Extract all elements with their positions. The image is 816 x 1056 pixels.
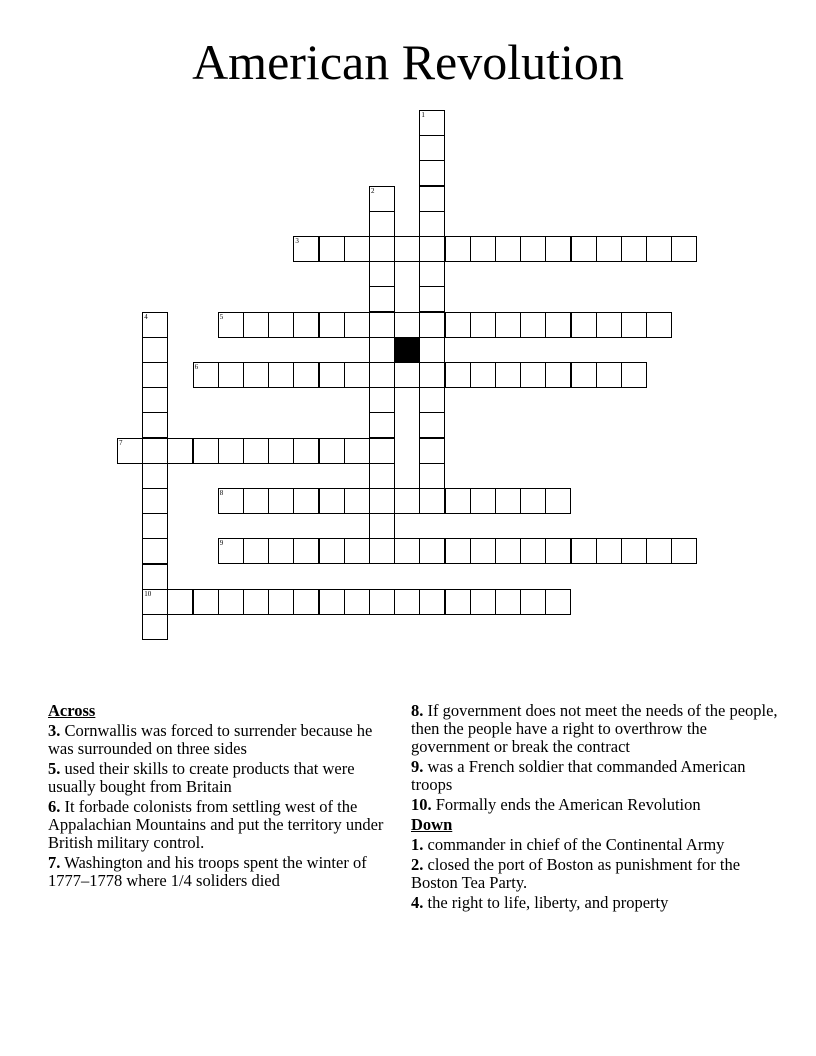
clue-text: Cornwallis was forced to surrender because he was surrounded on three sides (48, 721, 373, 758)
crossword-cell[interactable] (394, 362, 420, 388)
clue-text: was a French soldier that commanded American troops (411, 757, 746, 794)
crossword-cell[interactable] (268, 438, 294, 464)
crossword-cell[interactable] (419, 186, 445, 212)
crossword-cell[interactable] (369, 463, 395, 489)
crossword-cell[interactable] (419, 538, 445, 564)
clue-text: commander in chief of the Continental Army (427, 835, 725, 854)
clue-number-label: 7 (119, 438, 123, 447)
crossword-cell[interactable] (268, 589, 294, 615)
crossword-cell[interactable] (193, 438, 219, 464)
crossword-cell[interactable] (344, 488, 370, 514)
clue-number-label: 4 (144, 312, 148, 321)
crossword-cell[interactable] (445, 362, 471, 388)
across-heading: Across (48, 701, 96, 720)
crossword-cell[interactable] (319, 538, 345, 564)
crossword-cell[interactable] (495, 589, 521, 615)
down-clue-1 (411, 836, 781, 854)
crossword-cell[interactable] (646, 312, 672, 338)
clue-text: the right to life, liberty, and property (427, 893, 669, 912)
clue-number: 5. (48, 759, 61, 778)
clue-number-label: 9 (219, 539, 224, 548)
crossword-cell[interactable] (445, 236, 471, 262)
clue-number-label: 10 (144, 589, 152, 598)
crossword-cell[interactable] (571, 312, 597, 338)
crossword-cell[interactable] (520, 589, 546, 615)
crossword-cell[interactable] (495, 362, 521, 388)
crossword-cell[interactable] (596, 312, 622, 338)
crossword-cell[interactable] (293, 362, 319, 388)
crossword-cell[interactable] (394, 236, 420, 262)
clue-number: 8. (411, 701, 424, 720)
clue-number-label: 2 (371, 186, 375, 195)
crossword-cell[interactable] (218, 589, 244, 615)
crossword-cell[interactable] (646, 236, 672, 262)
crossword-cell[interactable] (369, 261, 395, 287)
crossword-cell[interactable] (268, 488, 294, 514)
crossword-cell[interactable] (596, 236, 622, 262)
crossword-cell[interactable] (621, 236, 647, 262)
crossword-cell[interactable] (621, 538, 647, 564)
crossword-cell[interactable] (571, 236, 597, 262)
crossword-cell[interactable] (419, 261, 445, 287)
across-clue-10 (411, 796, 781, 814)
crossword-cell[interactable] (621, 312, 647, 338)
crossword-cell[interactable] (293, 488, 319, 514)
down-clue-2 (411, 856, 781, 892)
crossword-cell[interactable] (369, 538, 395, 564)
across-clue-3 (48, 722, 393, 758)
crossword-cell[interactable] (419, 337, 445, 363)
clues-right-column (411, 702, 781, 914)
crossword-cell[interactable] (495, 488, 521, 514)
clue-number: 3. (48, 721, 61, 740)
crossword-cell[interactable] (243, 362, 269, 388)
crossword-cell[interactable] (419, 286, 445, 312)
clue-number: 7. (48, 853, 61, 872)
crossword-cell[interactable] (470, 362, 496, 388)
crossword-cell[interactable] (671, 236, 697, 262)
crossword-cell[interactable] (545, 589, 571, 615)
crossword-cell[interactable] (218, 312, 244, 338)
crossword-cell[interactable] (193, 589, 219, 615)
crossword-cell[interactable] (243, 438, 269, 464)
crossword-cell[interactable] (470, 538, 496, 564)
clue-text: closed the port of Boston as punishment for the Boston Tea Party. (411, 855, 741, 892)
crossword-cell[interactable] (142, 337, 168, 363)
crossword-cell[interactable] (470, 312, 496, 338)
clue-text: If government does not meet the needs of the people, then the people have a right to overthrow the government or break the contract (411, 701, 778, 756)
crossword-cell[interactable] (142, 538, 168, 564)
crossword-cell[interactable] (167, 438, 193, 464)
crossword-cell[interactable] (142, 564, 168, 590)
clue-number-label: 3 (295, 237, 299, 245)
crossword-cell[interactable] (571, 538, 597, 564)
crossword-cell[interactable] (319, 362, 345, 388)
crossword-cell[interactable] (369, 362, 395, 388)
crossword-cell[interactable] (419, 412, 445, 438)
crossword-cell[interactable] (419, 463, 445, 489)
crossword-cell[interactable] (419, 135, 445, 161)
clue-number-label: 5 (219, 312, 224, 321)
across-clue-5 (48, 760, 393, 796)
crossword-cell[interactable] (142, 488, 168, 514)
across-clue-9 (411, 758, 781, 794)
crossword-cell[interactable] (293, 538, 319, 564)
crossword-cell[interactable] (445, 589, 471, 615)
crossword-cell[interactable] (293, 438, 319, 464)
crossword-cell[interactable] (596, 538, 622, 564)
crossword-cell[interactable] (369, 186, 395, 212)
crossword-cell[interactable] (495, 236, 521, 262)
crossword-cell[interactable] (520, 538, 546, 564)
crossword-cell[interactable] (319, 589, 345, 615)
clue-number: 4. (411, 893, 424, 912)
crossword-cell[interactable] (419, 211, 445, 237)
crossword-cell[interactable] (369, 337, 395, 363)
crossword-cell[interactable] (369, 589, 395, 615)
clue-number-label: 8 (219, 489, 224, 497)
clue-text: Washington and his troops spent the winter of 1777–1778 where 1/4 soliders died (48, 853, 367, 890)
crossword-cell[interactable] (243, 312, 269, 338)
clue-number-label: 1 (421, 111, 425, 119)
crossword-cell[interactable] (243, 538, 269, 564)
crossword-cell[interactable] (470, 589, 496, 615)
crossword-cell[interactable] (369, 488, 395, 514)
crossword-cell[interactable] (445, 488, 471, 514)
crossword-cell[interactable] (394, 589, 420, 615)
crossword-cell[interactable] (268, 312, 294, 338)
crossword-cell[interactable] (293, 236, 319, 262)
crossword-cell[interactable] (671, 538, 697, 564)
crossword-cell[interactable] (369, 312, 395, 338)
crossword-cell[interactable] (419, 589, 445, 615)
crossword-cell[interactable] (419, 236, 445, 262)
crossword-cell[interactable] (445, 312, 471, 338)
crossword-cell[interactable] (344, 362, 370, 388)
crossword-cell[interactable] (369, 387, 395, 413)
crossword-cell[interactable] (571, 362, 597, 388)
crossword-cell[interactable] (596, 362, 622, 388)
crossword-cell[interactable] (142, 312, 168, 338)
crossword-cell[interactable] (394, 312, 420, 338)
crossword-cell[interactable] (470, 488, 496, 514)
crossword-cell[interactable] (394, 538, 420, 564)
crossword-cell[interactable] (545, 312, 571, 338)
crossword-cell[interactable] (344, 538, 370, 564)
crossword-cell[interactable] (344, 589, 370, 615)
crossword-cell[interactable] (369, 286, 395, 312)
across-clue-7 (48, 854, 393, 890)
crossword-cell[interactable] (319, 488, 345, 514)
crossword-cell[interactable] (369, 513, 395, 539)
crossword-cell[interactable] (419, 387, 445, 413)
clue-number: 2. (411, 855, 424, 874)
clue-text: used their skills to create products that were usually bought from Britain (48, 759, 355, 796)
crossword-black-cell (394, 337, 420, 363)
crossword-cell[interactable] (545, 488, 571, 514)
down-clue-4 (411, 894, 781, 912)
clue-number: 10. (411, 795, 432, 814)
crossword-cell[interactable] (495, 312, 521, 338)
crossword-cell[interactable] (369, 412, 395, 438)
crossword-cell[interactable] (218, 362, 244, 388)
crossword-cell[interactable] (268, 538, 294, 564)
crossword-cell[interactable] (243, 589, 269, 615)
across-clue-6 (48, 798, 393, 852)
crossword-cell[interactable] (167, 589, 193, 615)
crossword-cell[interactable] (419, 362, 445, 388)
crossword-cell[interactable] (344, 312, 370, 338)
crossword-cell[interactable] (142, 614, 168, 640)
crossword-cell[interactable] (319, 236, 345, 262)
crossword-cell[interactable] (319, 312, 345, 338)
clue-number-label: 6 (194, 363, 199, 371)
crossword-cell[interactable] (142, 362, 168, 388)
crossword-cell[interactable] (344, 236, 370, 262)
crossword-cell[interactable] (369, 211, 395, 237)
crossword-cell[interactable] (193, 362, 219, 388)
crossword-cell[interactable] (495, 538, 521, 564)
crossword-cell[interactable] (268, 362, 294, 388)
clue-text: Formally ends the American Revolution (435, 795, 701, 814)
crossword-cell[interactable] (419, 488, 445, 514)
crossword-cell[interactable] (520, 236, 546, 262)
crossword-cell[interactable] (293, 312, 319, 338)
crossword-cell[interactable] (545, 362, 571, 388)
clues-left-column (48, 702, 393, 892)
crossword-cell[interactable] (142, 438, 168, 464)
crossword-cell[interactable] (369, 438, 395, 464)
crossword-cell[interactable] (419, 312, 445, 338)
clue-number: 9. (411, 757, 424, 776)
crossword-cell[interactable] (142, 513, 168, 539)
crossword-cell[interactable] (419, 160, 445, 186)
crossword-cell[interactable] (243, 488, 269, 514)
crossword-cell[interactable] (621, 362, 647, 388)
clue-number: 1. (411, 835, 424, 854)
crossword-cell[interactable] (142, 463, 168, 489)
crossword-cell[interactable] (394, 488, 420, 514)
crossword-cell[interactable] (646, 538, 672, 564)
crossword-cell[interactable] (520, 312, 546, 338)
crossword-cell[interactable] (344, 438, 370, 464)
clue-text: It forbade colonists from settling west of the Appalachian Mountains and put the territory under British military control. (48, 797, 384, 852)
crossword-cell[interactable] (470, 236, 496, 262)
across-clue-8 (411, 702, 781, 756)
crossword-cell[interactable] (218, 438, 244, 464)
crossword-cell[interactable] (419, 110, 445, 136)
crossword-cell[interactable] (445, 538, 471, 564)
crossword-cell[interactable] (218, 488, 244, 514)
crossword-cell[interactable] (545, 236, 571, 262)
crossword-cell[interactable] (369, 236, 395, 262)
crossword-cell[interactable] (142, 412, 168, 438)
crossword-cell[interactable] (419, 438, 445, 464)
crossword-cell[interactable] (142, 589, 168, 615)
clue-number: 6. (48, 797, 61, 816)
page-title: American Revolution (192, 34, 624, 90)
crossword-cell[interactable] (545, 538, 571, 564)
crossword-cell[interactable] (319, 438, 345, 464)
crossword-cell[interactable] (142, 387, 168, 413)
crossword-cell[interactable] (117, 438, 143, 464)
down-heading: Down (411, 815, 453, 834)
crossword-cell[interactable] (218, 538, 244, 564)
crossword-cell[interactable] (520, 362, 546, 388)
crossword-cell[interactable] (293, 589, 319, 615)
crossword-cell[interactable] (520, 488, 546, 514)
